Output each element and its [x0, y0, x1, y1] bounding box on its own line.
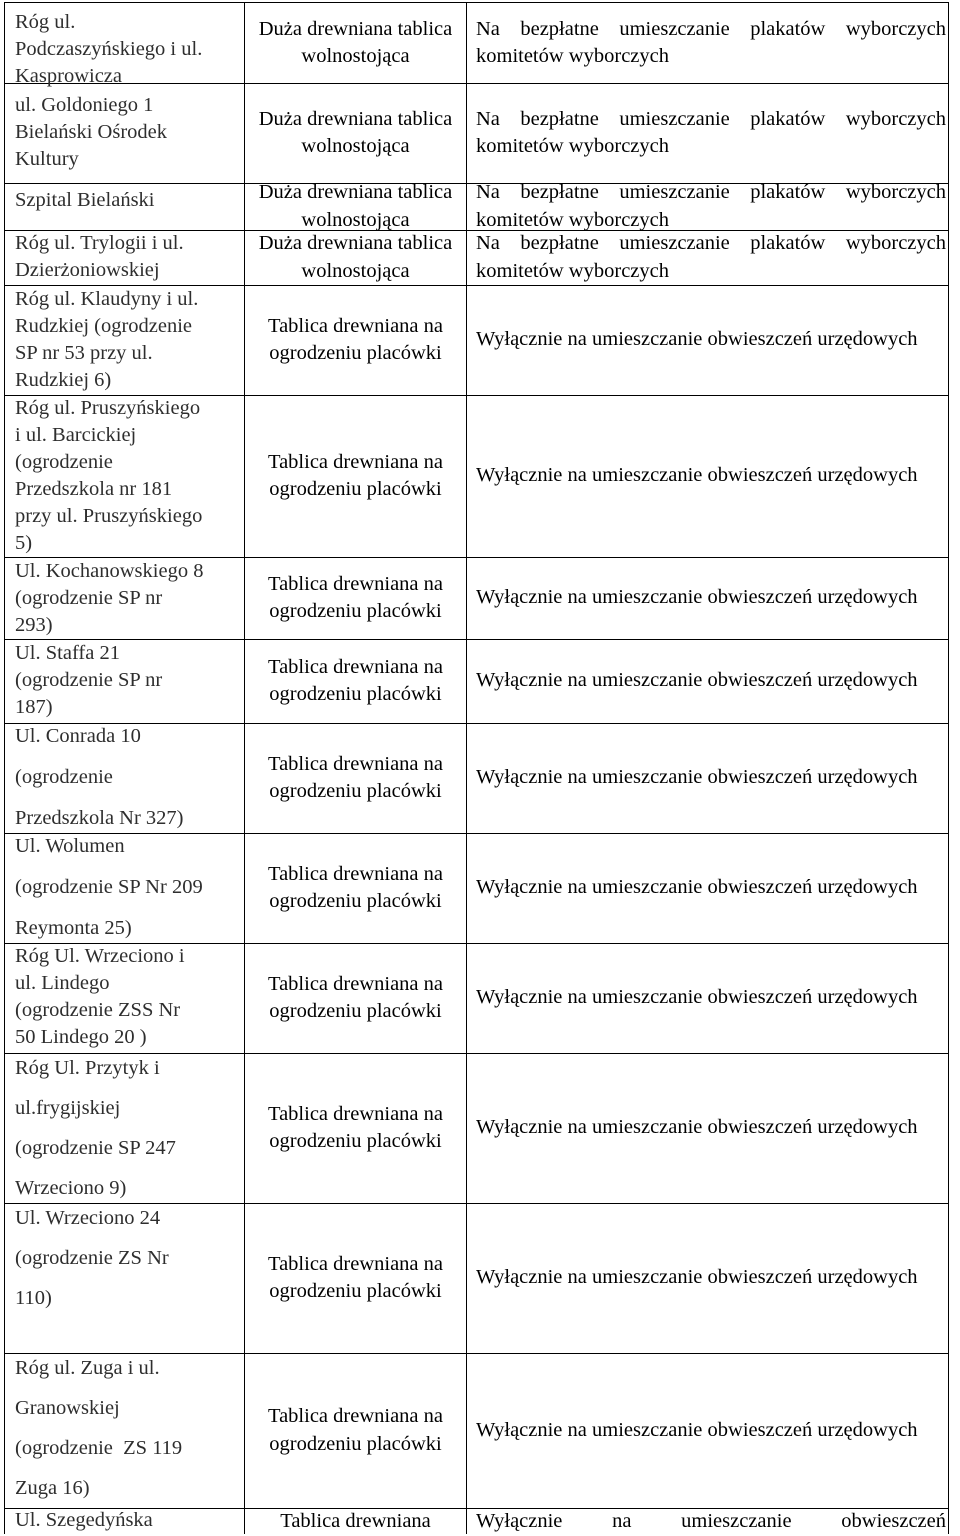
location-line: (ogrodzenie SP nr	[15, 669, 163, 691]
board-type-cell	[245, 639, 467, 723]
table-row	[5, 557, 949, 640]
location-line: Przedszkola Nr 327)	[15, 807, 184, 829]
location-cell	[5, 1508, 245, 1534]
board-type-text: Tablica drewniana na ogrodzeniu placówki	[267, 314, 443, 364]
board-type-cell	[245, 943, 467, 1053]
table-row	[5, 1203, 949, 1354]
purpose-text: Wyłącznie na umieszczanie obwieszczeń	[476, 1510, 946, 1532]
table-row	[5, 3, 949, 87]
board-type-cell	[245, 833, 467, 943]
board-type-text: Duża drewniana tablica wolnostojąca	[258, 17, 453, 67]
location-line: 110)	[15, 1287, 52, 1309]
board-type-text: Tablica drewniana na ogrodzeniu placówki	[267, 862, 443, 912]
table-row	[5, 833, 949, 944]
location-line: 50 Lindego 20 )	[15, 1026, 147, 1048]
location-cell	[5, 557, 245, 639]
board-type-cell	[245, 1508, 467, 1534]
location-line: ul. Goldoniego 1	[15, 94, 154, 116]
location-line: (ogrodzenie	[15, 766, 113, 788]
location-line: (ogrodzenie SP Nr 209	[15, 876, 203, 898]
location-cell	[5, 83, 245, 183]
location-cell	[5, 639, 245, 723]
location-line: Ul. Conrada 10	[15, 725, 141, 747]
purpose-text: Wyłącznie na umieszczanie obwieszczeń urzędowych	[476, 1266, 918, 1289]
table-row	[5, 1508, 949, 1534]
board-type-cell	[245, 1203, 467, 1353]
board-type-text: Tablica drewniana na ogrodzeniu placówki	[267, 1252, 443, 1302]
location-line: (ogrodzenie	[15, 451, 113, 473]
table-row	[5, 1353, 949, 1509]
table-row	[5, 943, 949, 1054]
location-cell	[5, 285, 245, 395]
board-type-cell	[245, 83, 467, 183]
purpose-cell	[467, 230, 949, 285]
purpose-cell	[467, 1203, 949, 1353]
location-cell	[5, 723, 245, 833]
location-line: Podczaszyńskiego i ul.	[15, 38, 203, 60]
location-line: Bielański Ośrodek	[15, 121, 168, 143]
board-type-text: Duża drewniana tablica wolnostojąca	[258, 107, 453, 157]
purpose-text: Wyłącznie na umieszczanie obwieszczeń urzędowych	[476, 464, 918, 487]
board-type-cell	[245, 1053, 467, 1203]
purpose-cell	[467, 3, 949, 83]
board-type-text: Tablica drewniana na ogrodzeniu placówki	[267, 972, 443, 1022]
purpose-text: Na bezpłatne umieszczanie plakatów wyborczych komitetów wyborczych	[476, 107, 946, 157]
purpose-text: Wyłącznie na umieszczanie obwieszczeń urzędowych	[476, 1418, 918, 1441]
purpose-cell	[467, 1508, 949, 1534]
purpose-text: Wyłącznie na umieszczanie obwieszczeń urzędowych	[476, 986, 918, 1009]
location-line: Dzierżoniowskiej	[15, 259, 160, 281]
location-cell	[5, 833, 245, 943]
location-line: (ogrodzenie ZSS Nr	[15, 999, 181, 1021]
location-line: Rudzkiej 6)	[15, 369, 112, 391]
location-line: Róg ul. Klaudyny i ul.	[15, 288, 199, 310]
board-type-cell	[245, 395, 467, 557]
board-type-text: Tablica drewniana	[280, 1510, 431, 1532]
location-line: ul. Lindego	[15, 972, 110, 994]
board-type-cell	[245, 230, 467, 285]
location-cell	[5, 1203, 245, 1353]
board-type-cell	[245, 3, 467, 83]
location-line: Wrzeciono 9)	[15, 1177, 127, 1199]
location-line: Ul. Szegedyńska	[15, 1509, 153, 1531]
location-cell	[5, 943, 245, 1053]
location-line: Ul. Kochanowskiego 8	[15, 560, 204, 582]
purpose-text: Wyłącznie na umieszczanie obwieszczeń urzędowych	[476, 669, 918, 692]
board-type-cell	[245, 723, 467, 833]
location-line: (ogrodzenie SP 247	[15, 1137, 176, 1159]
location-line: Róg Ul. Przytyk i	[15, 1057, 160, 1079]
location-cell	[5, 1053, 245, 1203]
purpose-cell	[467, 183, 949, 230]
purpose-cell	[467, 83, 949, 183]
purpose-cell	[467, 833, 949, 943]
location-cell	[5, 1353, 245, 1508]
location-line: 293)	[15, 614, 53, 636]
location-line: Ul. Wolumen	[15, 835, 125, 857]
location-line: (ogrodzenie ZS 119	[15, 1437, 183, 1459]
location-cell	[5, 395, 245, 557]
table-row	[5, 230, 949, 286]
location-line: przy ul. Pruszyńskiego	[15, 505, 203, 527]
location-line: 187)	[15, 696, 53, 718]
location-line: Przedszkola nr 181	[15, 478, 173, 500]
purpose-text: Na bezpłatne umieszczanie plakatów wyborczych komitetów wyborczych	[476, 17, 946, 67]
board-type-text: Duża drewniana tablica wolnostojąca	[258, 181, 453, 231]
location-line: Róg Ul. Wrzeciono i	[15, 945, 185, 967]
location-line: 5)	[15, 532, 33, 554]
purpose-cell	[467, 639, 949, 723]
location-line: (ogrodzenie SP nr	[15, 587, 163, 609]
purpose-text: Wyłącznie na umieszczanie obwieszczeń urzędowych	[476, 586, 918, 609]
purpose-text: Wyłącznie na umieszczanie obwieszczeń urzędowych	[476, 328, 918, 351]
location-line: Zuga 16)	[15, 1477, 90, 1499]
location-line: Róg ul. Pruszyńskiego	[15, 397, 201, 419]
board-type-text: Tablica drewniana na ogrodzeniu placówki	[267, 450, 443, 500]
purpose-cell	[467, 1053, 949, 1203]
purpose-cell	[467, 285, 949, 395]
board-type-text: Tablica drewniana na ogrodzeniu placówki	[267, 572, 443, 622]
purpose-text: Wyłącznie na umieszczanie obwieszczeń urzędowych	[476, 876, 918, 899]
location-line: Kasprowicza	[15, 65, 123, 87]
table-row	[5, 183, 949, 231]
location-cell	[5, 230, 245, 285]
locations-table	[4, 2, 949, 1534]
location-line: Róg ul. Zuga i ul.	[15, 1357, 160, 1379]
purpose-cell	[467, 557, 949, 639]
location-line: Szpital Bielański	[15, 189, 155, 211]
purpose-cell	[467, 723, 949, 833]
location-line: Ul. Wrzeciono 24	[15, 1207, 161, 1229]
table-row	[5, 83, 949, 184]
location-line: (ogrodzenie ZS Nr	[15, 1247, 169, 1269]
location-line: Reymonta 25)	[15, 917, 132, 939]
location-line: Rudzkiej (ogrodzenie	[15, 315, 193, 337]
board-type-text: Tablica drewniana na ogrodzeniu placówki	[267, 752, 443, 802]
purpose-cell	[467, 1353, 949, 1508]
location-line: Róg ul. Trylogii i ul.	[15, 232, 184, 254]
purpose-text: Na bezpłatne umieszczanie plakatów wyborczych komitetów wyborczych	[476, 181, 946, 231]
board-type-cell	[245, 285, 467, 395]
table-row	[5, 285, 949, 396]
board-type-cell	[245, 1353, 467, 1508]
purpose-text: Na bezpłatne umieszczanie plakatów wyborczych komitetów wyborczych	[476, 232, 946, 282]
board-type-text: Tablica drewniana na ogrodzeniu placówki	[267, 1405, 443, 1455]
board-type-cell	[245, 183, 467, 230]
table-row	[5, 1053, 949, 1204]
purpose-text: Wyłącznie na umieszczanie obwieszczeń urzędowych	[476, 1116, 918, 1139]
location-line: Kultury	[15, 148, 79, 170]
table-row	[5, 395, 949, 558]
purpose-cell	[467, 943, 949, 1053]
location-cell	[5, 3, 245, 87]
location-line: Ul. Staffa 21	[15, 642, 120, 664]
location-cell	[5, 183, 245, 230]
board-type-cell	[245, 557, 467, 639]
board-type-text: Tablica drewniana na ogrodzeniu placówki	[267, 1102, 443, 1152]
purpose-text: Wyłącznie na umieszczanie obwieszczeń urzędowych	[476, 766, 918, 789]
table-row	[5, 723, 949, 834]
location-line: SP nr 53 przy ul.	[15, 342, 153, 364]
location-line: Granowskiej	[15, 1397, 120, 1419]
table-row	[5, 639, 949, 724]
location-line: i ul. Barcickiej	[15, 424, 137, 446]
location-line: ul.frygijskiej	[15, 1097, 121, 1119]
board-type-text: Tablica drewniana na ogrodzeniu placówki	[267, 655, 443, 705]
purpose-cell	[467, 395, 949, 557]
board-type-text: Duża drewniana tablica wolnostojąca	[258, 232, 453, 282]
location-line: Róg ul.	[15, 11, 76, 33]
